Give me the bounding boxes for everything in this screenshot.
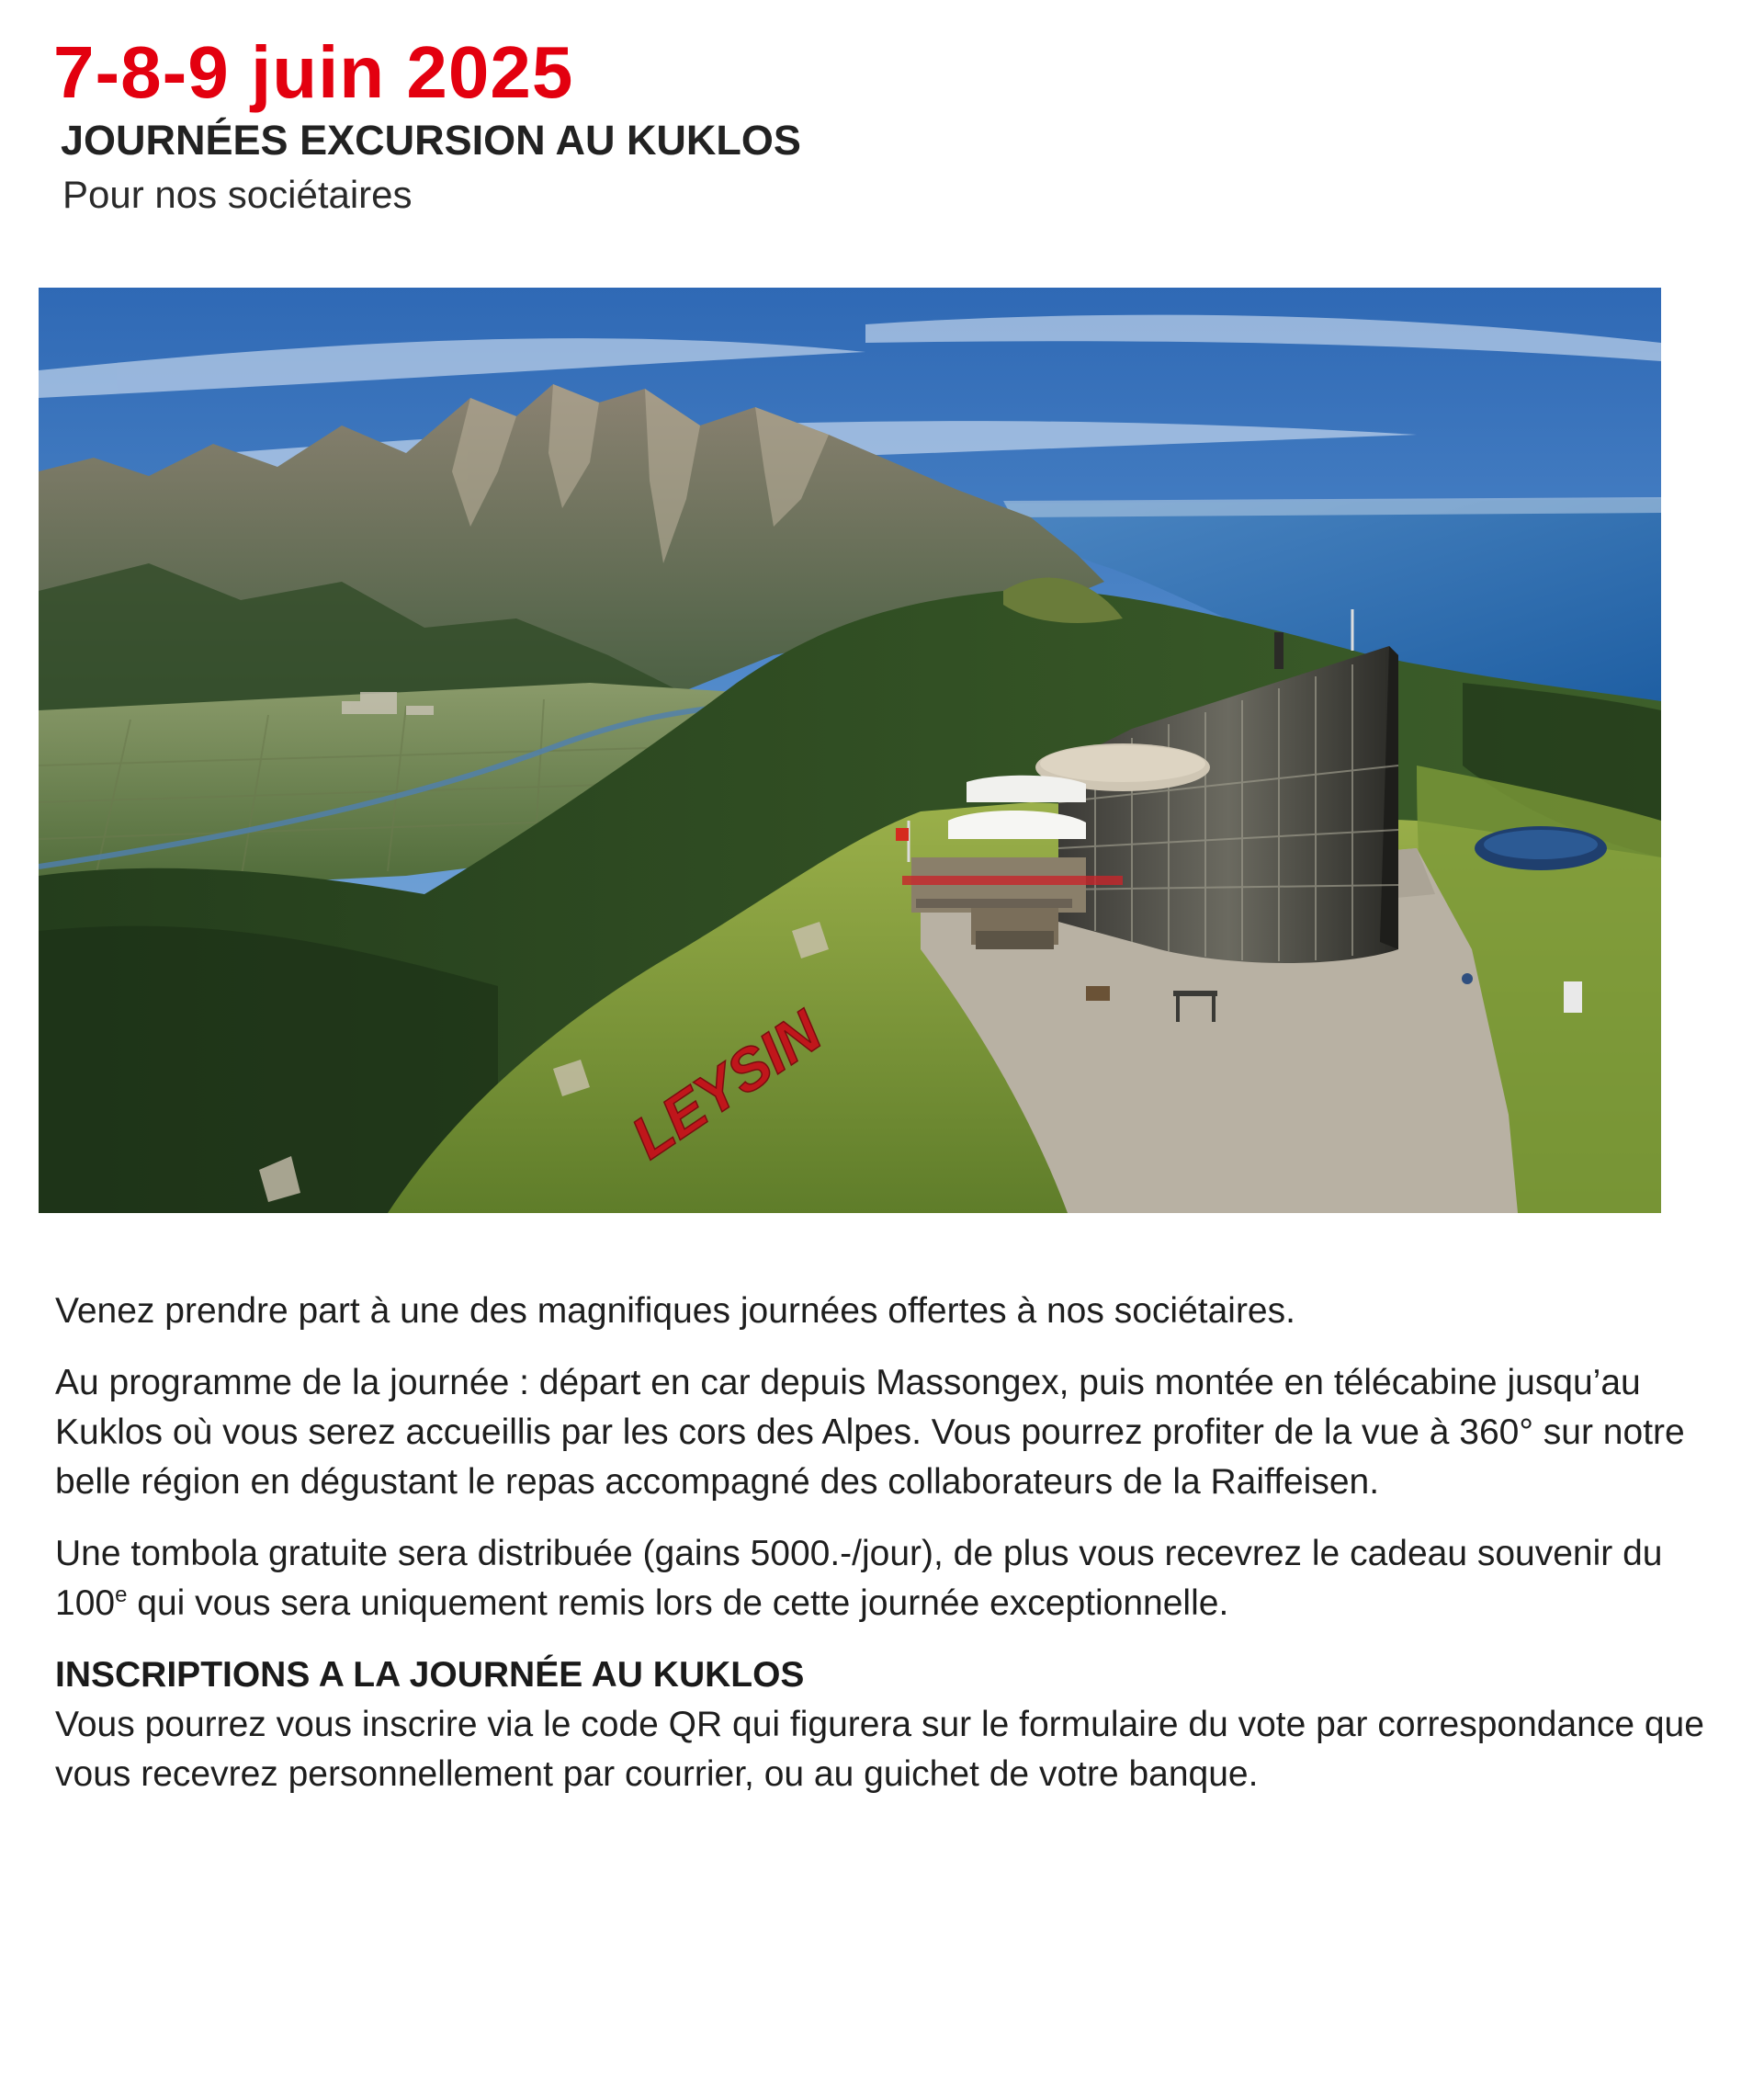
tombola-text-start: Une tombola gratuite sera distribuée (gains 5000.-/jour), de plus vous recevrez le cadeau souvenir du 100 <box>55 1534 1663 1623</box>
hero-photo-kuklos <box>39 288 1661 1213</box>
event-audience: Pour nos sociétaires <box>62 173 413 216</box>
leysin-sign: LEYSIN <box>619 997 833 1172</box>
registration-heading: INSCRIPTIONS A LA JOURNÉE AU KUKLOS <box>55 1655 805 1695</box>
program-paragraph: Au programme de la journée : départ en car depuis Massongex, puis montée en télécabine jusqu’au Kuklos où vous serez accueillis par les cors des Alpes. Vous pourrez profiter de la vue à 360° sur notre belle région en dégustant le repas accompagné des collaborateurs de la Raiffeisen. <box>55 1363 1685 1502</box>
article-body <box>55 1287 1727 1821</box>
ordinal-superscript: e <box>115 1582 128 1607</box>
intro-paragraph: Venez prendre part à une des magnifiques journées offertes à nos sociétaires. <box>55 1291 1295 1331</box>
tombola-paragraph <box>55 1529 1727 1628</box>
hero-illustration <box>39 288 1661 1213</box>
event-date: 7-8-9 juin 2025 <box>53 31 574 113</box>
tombola-text-end: qui vous sera uniquement remis lors de cette journée exceptionnelle. <box>127 1583 1229 1623</box>
event-title: JOURNÉES EXCURSION AU KUKLOS <box>61 117 801 164</box>
registration-paragraph: Vous pourrez vous inscrire via le code QR qui figurera sur le formulaire du vote par correspondance que vous recevrez personnellement par courrier, ou au guichet de votre banque. <box>55 1705 1704 1794</box>
